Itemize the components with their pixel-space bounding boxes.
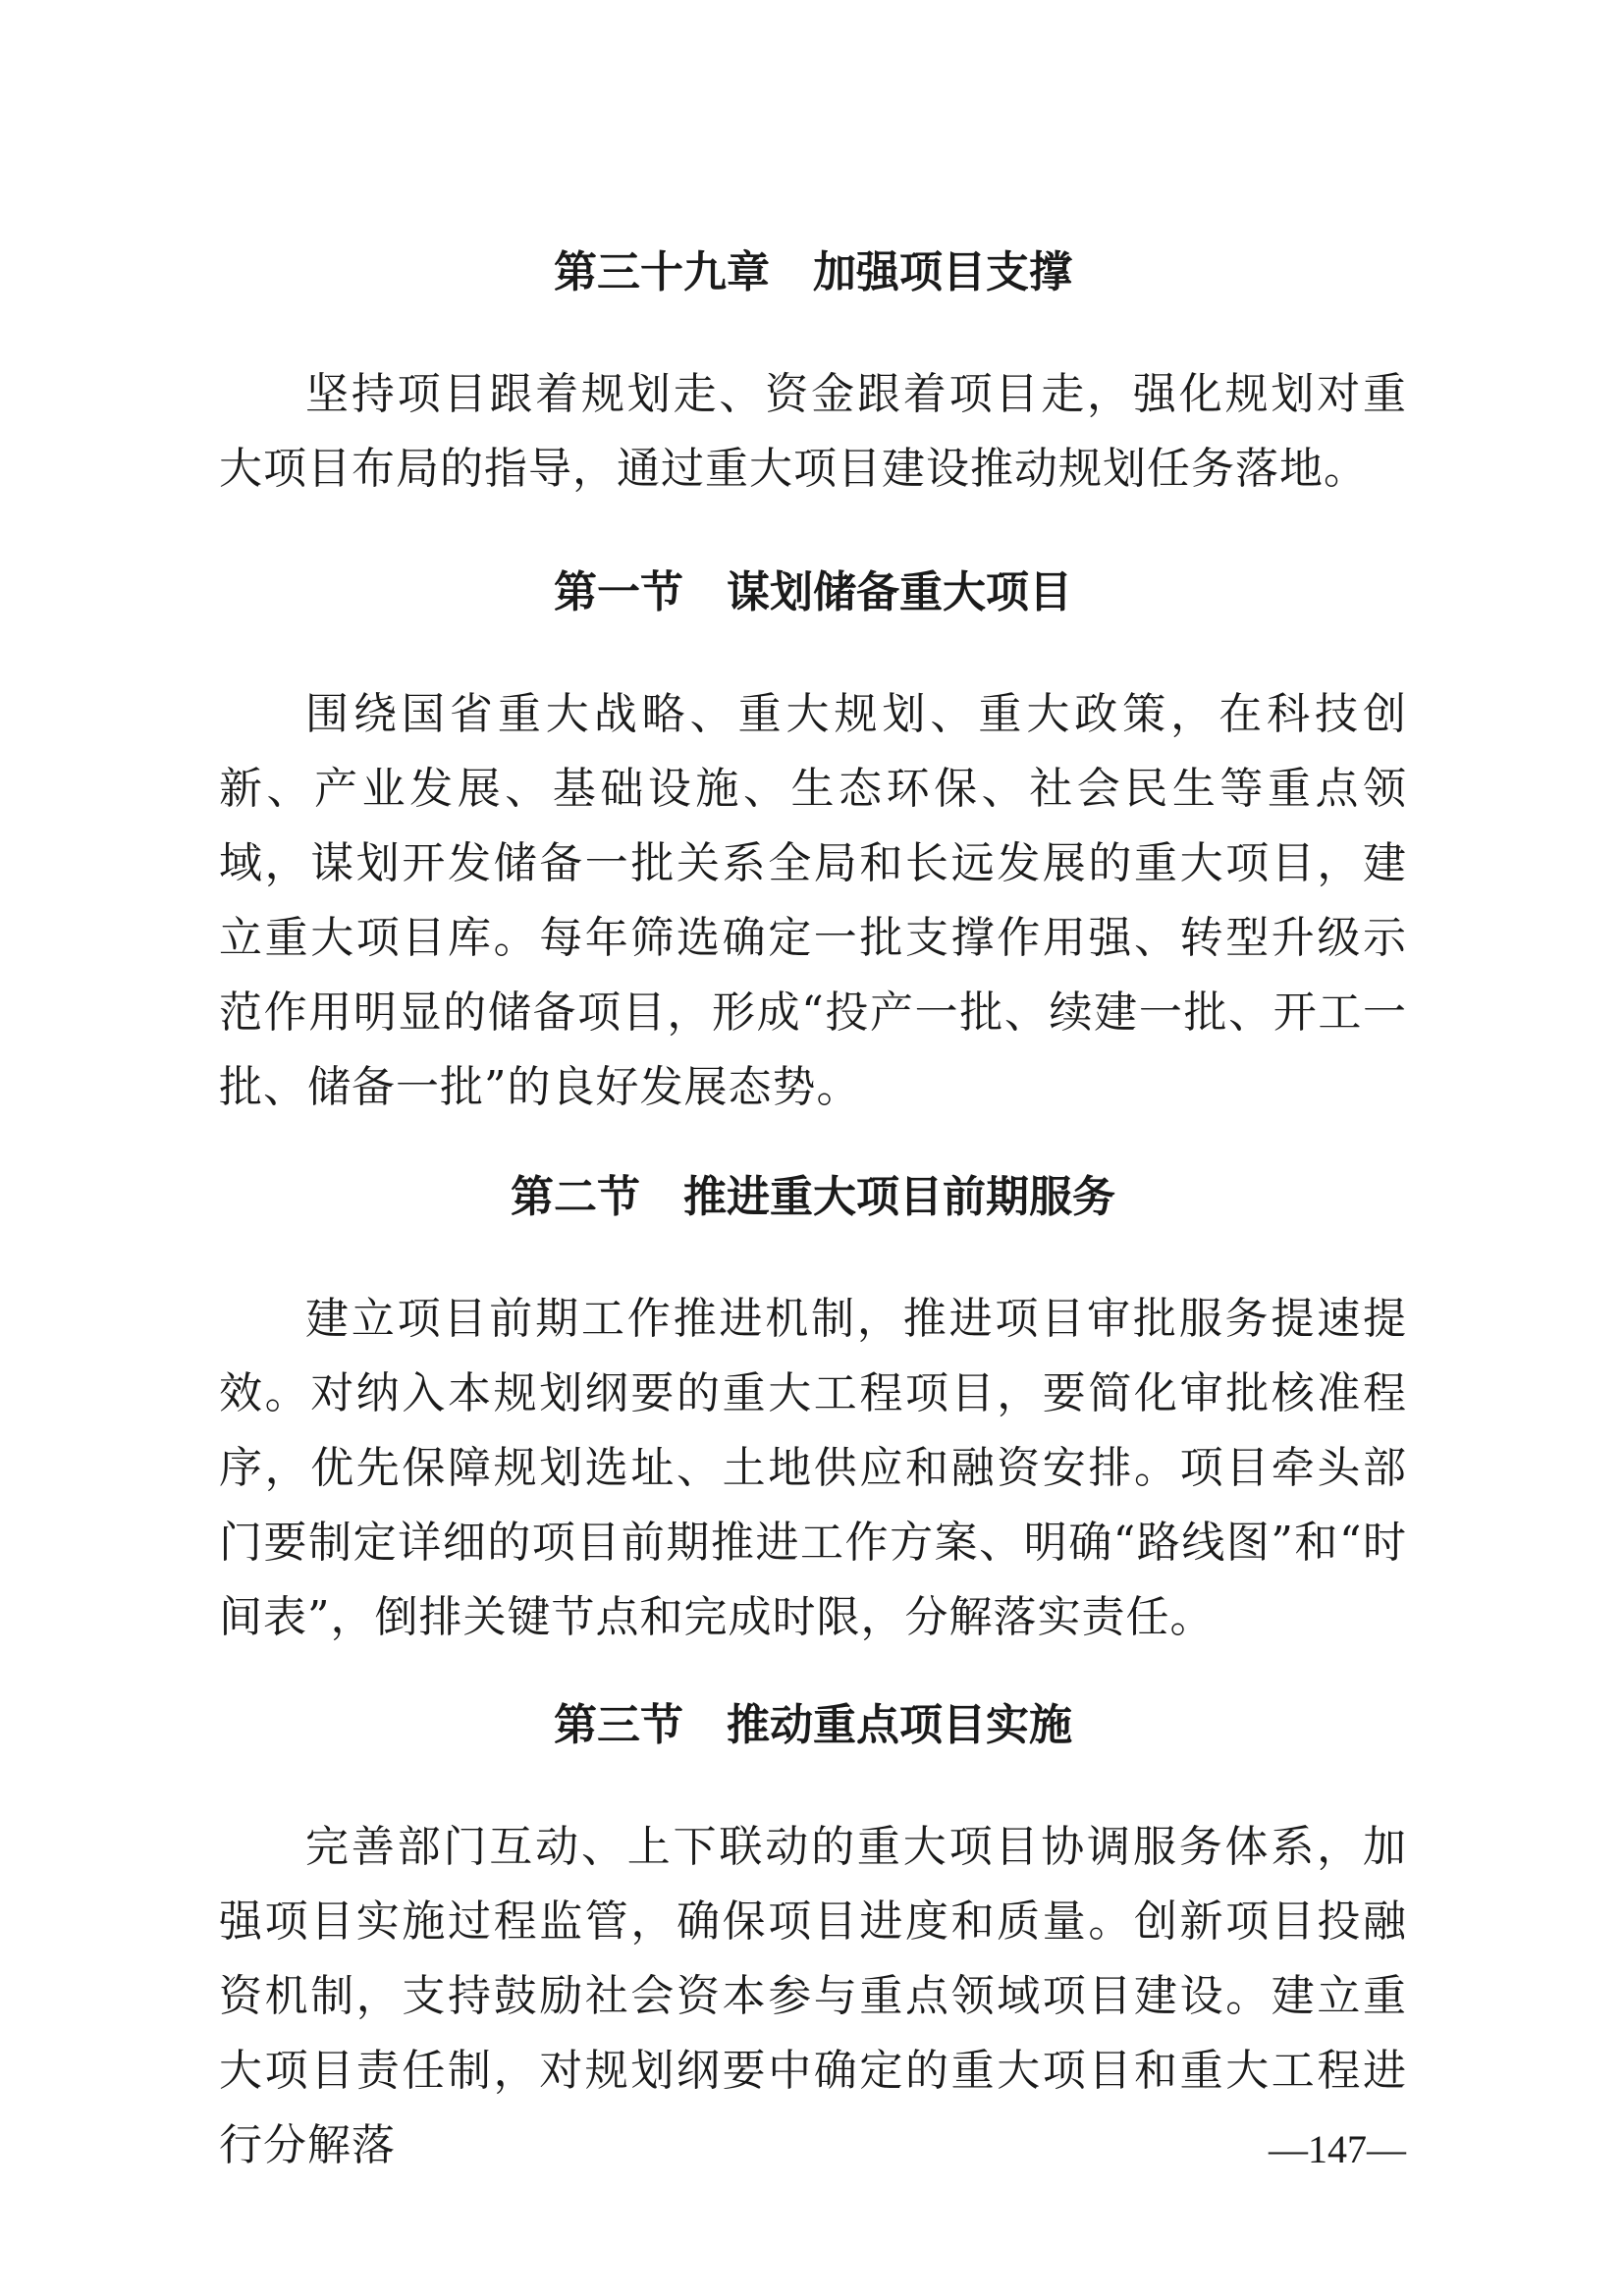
section-2-title: 第二节 推进重大项目前期服务 bbox=[511, 1172, 1115, 1222]
section-3-title: 第三节 推动重点项目实施 bbox=[554, 1700, 1072, 1750]
page-number: —147— bbox=[1269, 2127, 1406, 2171]
section-1-title: 第一节 谋划储备重大项目 bbox=[554, 567, 1072, 617]
section-1-paragraph: 围绕国省重大战略、重大规划、重大政策，在科技创新、产业发展、基础设施、生态环保、社会民生等重点领域，谋划开发储备一批关系全局和长远发展的重大项目，建立重大项目库。每年筛选确定一批支撑作用强、转型升级示范作用明显的储备项目，形成“投产一批、续建一批、开工一批、储备一批”的良好发展态势。 bbox=[219, 689, 1407, 1112]
section-3-paragraph: 完善部门互动、上下联动的重大项目协调服务体系，加强项目实施过程监管，确保项目进度和质量。创新项目投融资机制，支持鼓励社会资本参与重点领域项目建设。建立重大项目责任制，对规划纲要中确定的重大项目和重大工程进行分解落 bbox=[219, 1822, 1407, 2170]
chapter-title: 第三十九章 加强项目支撑 bbox=[554, 247, 1072, 297]
chapter-intro-paragraph: 坚持项目跟着规划走、资金跟着项目走，强化规划对重大项目布局的指导，通过重大项目建设推动规划任务落地。 bbox=[219, 369, 1407, 494]
section-2-paragraph: 建立项目前期工作推进机制，推进项目审批服务提速提效。对纳入本规划纲要的重大工程项目，要简化审批核准程序，优先保障规划选址、土地供应和融资安排。项目牵头部门要制定详细的项目前期推进工作方案、明确“路线图”和“时间表”，倒排关键节点和完成时限，分解落实责任。 bbox=[219, 1294, 1407, 1642]
